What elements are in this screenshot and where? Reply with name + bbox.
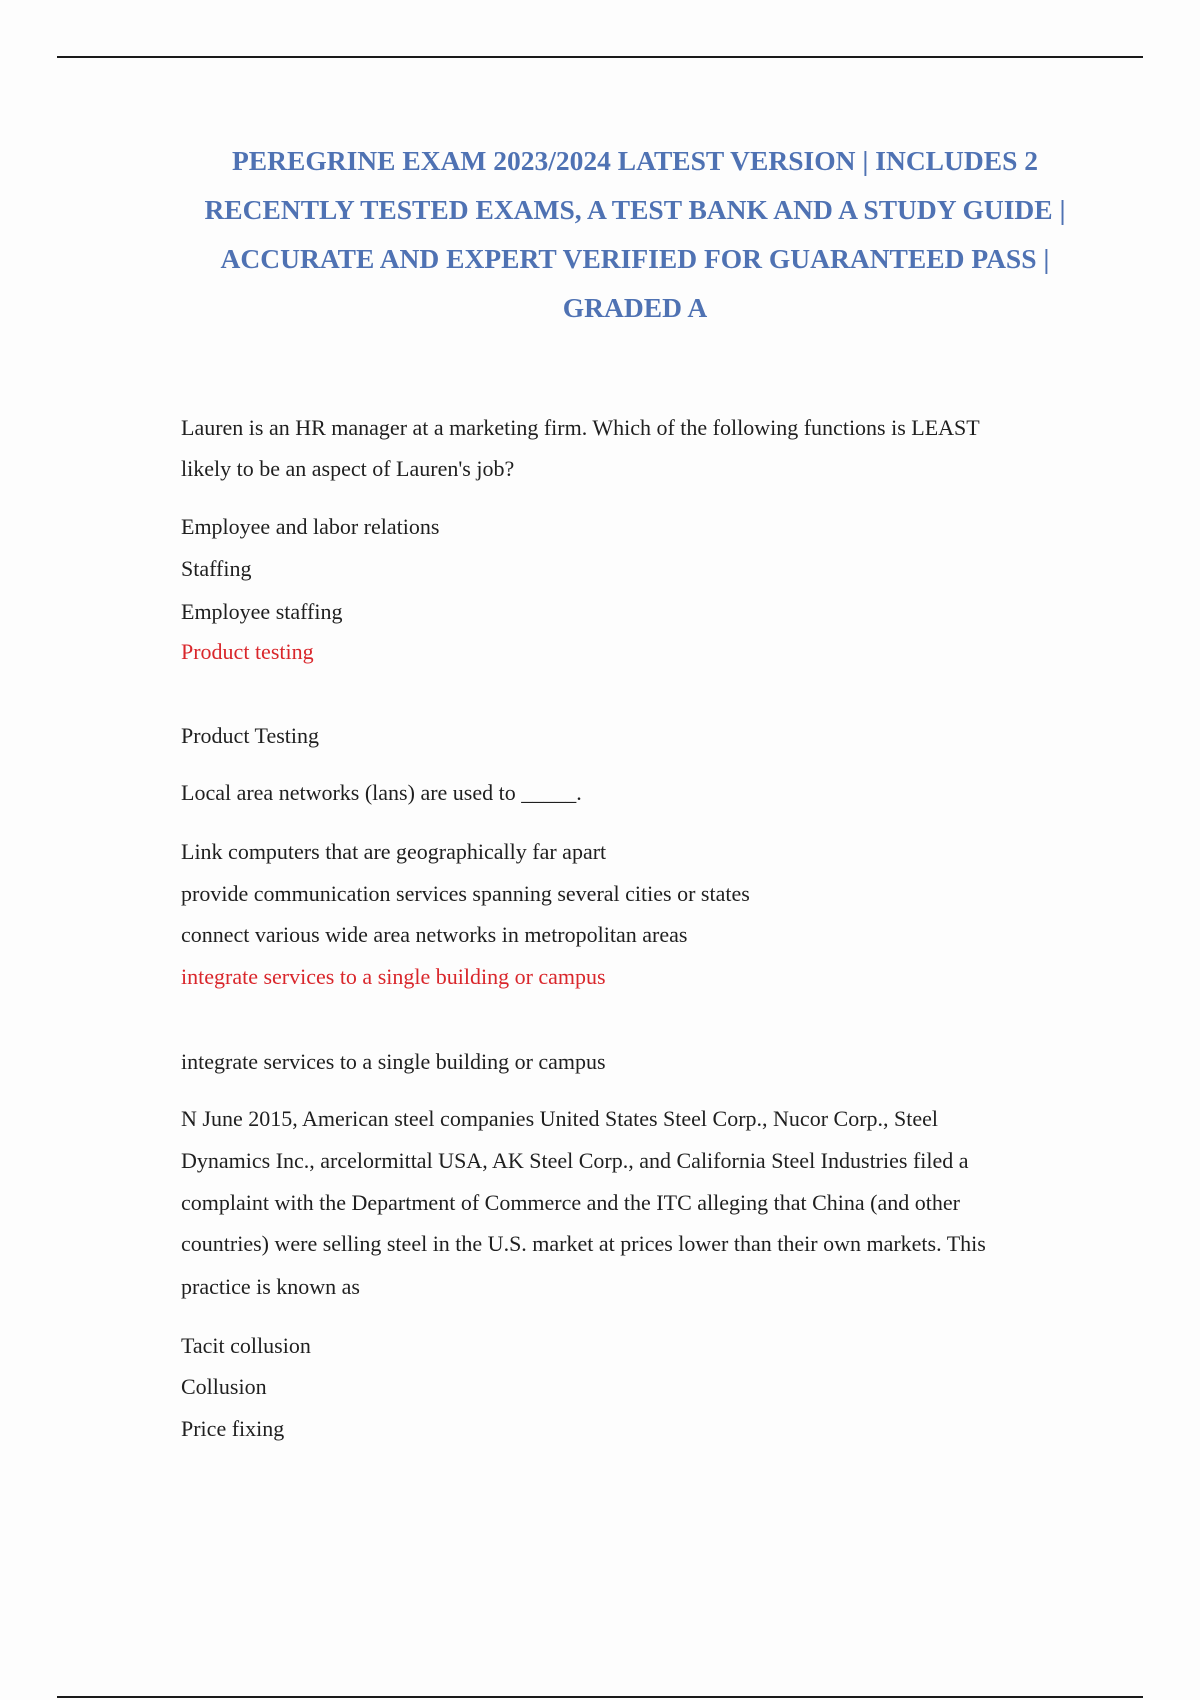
answer-option: connect various wide area networks in metropolitan areas — [181, 922, 688, 947]
answer-key: integrate services to a single building or campus — [181, 1049, 606, 1074]
answer-option: Link computers that are geographically far apart — [181, 839, 607, 864]
title-line: PEREGRINE EXAM 2023/2024 LATEST VERSION | INCLUDES 2 — [232, 145, 1038, 176]
question-prompt-line: countries) were selling steel in the U.S. market at prices lower than their own markets. This — [181, 1231, 986, 1256]
answer-option-correct: integrate services to a single building or campus — [181, 964, 606, 989]
question-prompt-line: likely to be an aspect of Lauren's job? — [181, 456, 515, 481]
question-prompt-line: Local area networks (lans) are used to _____. — [181, 780, 582, 805]
answer-option: Collusion — [181, 1374, 267, 1399]
answer-option: Price fixing — [181, 1416, 285, 1441]
answer-option-correct: Product testing — [181, 639, 314, 664]
question-prompt-line: practice is known as — [181, 1274, 360, 1299]
title-line: ACCURATE AND EXPERT VERIFIED FOR GUARANTEED PASS | — [220, 243, 1050, 274]
top-rule — [57, 56, 1143, 58]
question-prompt-line: Lauren is an HR manager at a marketing firm. Which of the following functions is LEAST — [181, 415, 980, 440]
question-prompt-line: N June 2015, American steel companies United States Steel Corp., Nucor Corp., Steel — [181, 1106, 939, 1131]
answer-option: Tacit collusion — [181, 1333, 311, 1358]
answer-key: Product Testing — [181, 723, 319, 748]
question-prompt-line: Dynamics Inc., arcelormittal USA, AK Steel Corp., and California Steel Industries filed a — [181, 1148, 969, 1173]
title-line: RECENTLY TESTED EXAMS, A TEST BANK AND A STUDY GUIDE | — [204, 194, 1066, 225]
answer-option: Employee staffing — [181, 599, 343, 624]
question-prompt-line: complaint with the Department of Commerce and the ITC alleging that China (and other — [181, 1190, 960, 1215]
title-line: GRADED A — [562, 292, 708, 323]
document-title — [170, 136, 1100, 332]
answer-option: Staffing — [181, 556, 252, 581]
answer-option: Employee and labor relations — [181, 514, 440, 539]
answer-option: provide communication services spanning several cities or states — [181, 881, 750, 906]
bottom-rule — [57, 1696, 1143, 1698]
